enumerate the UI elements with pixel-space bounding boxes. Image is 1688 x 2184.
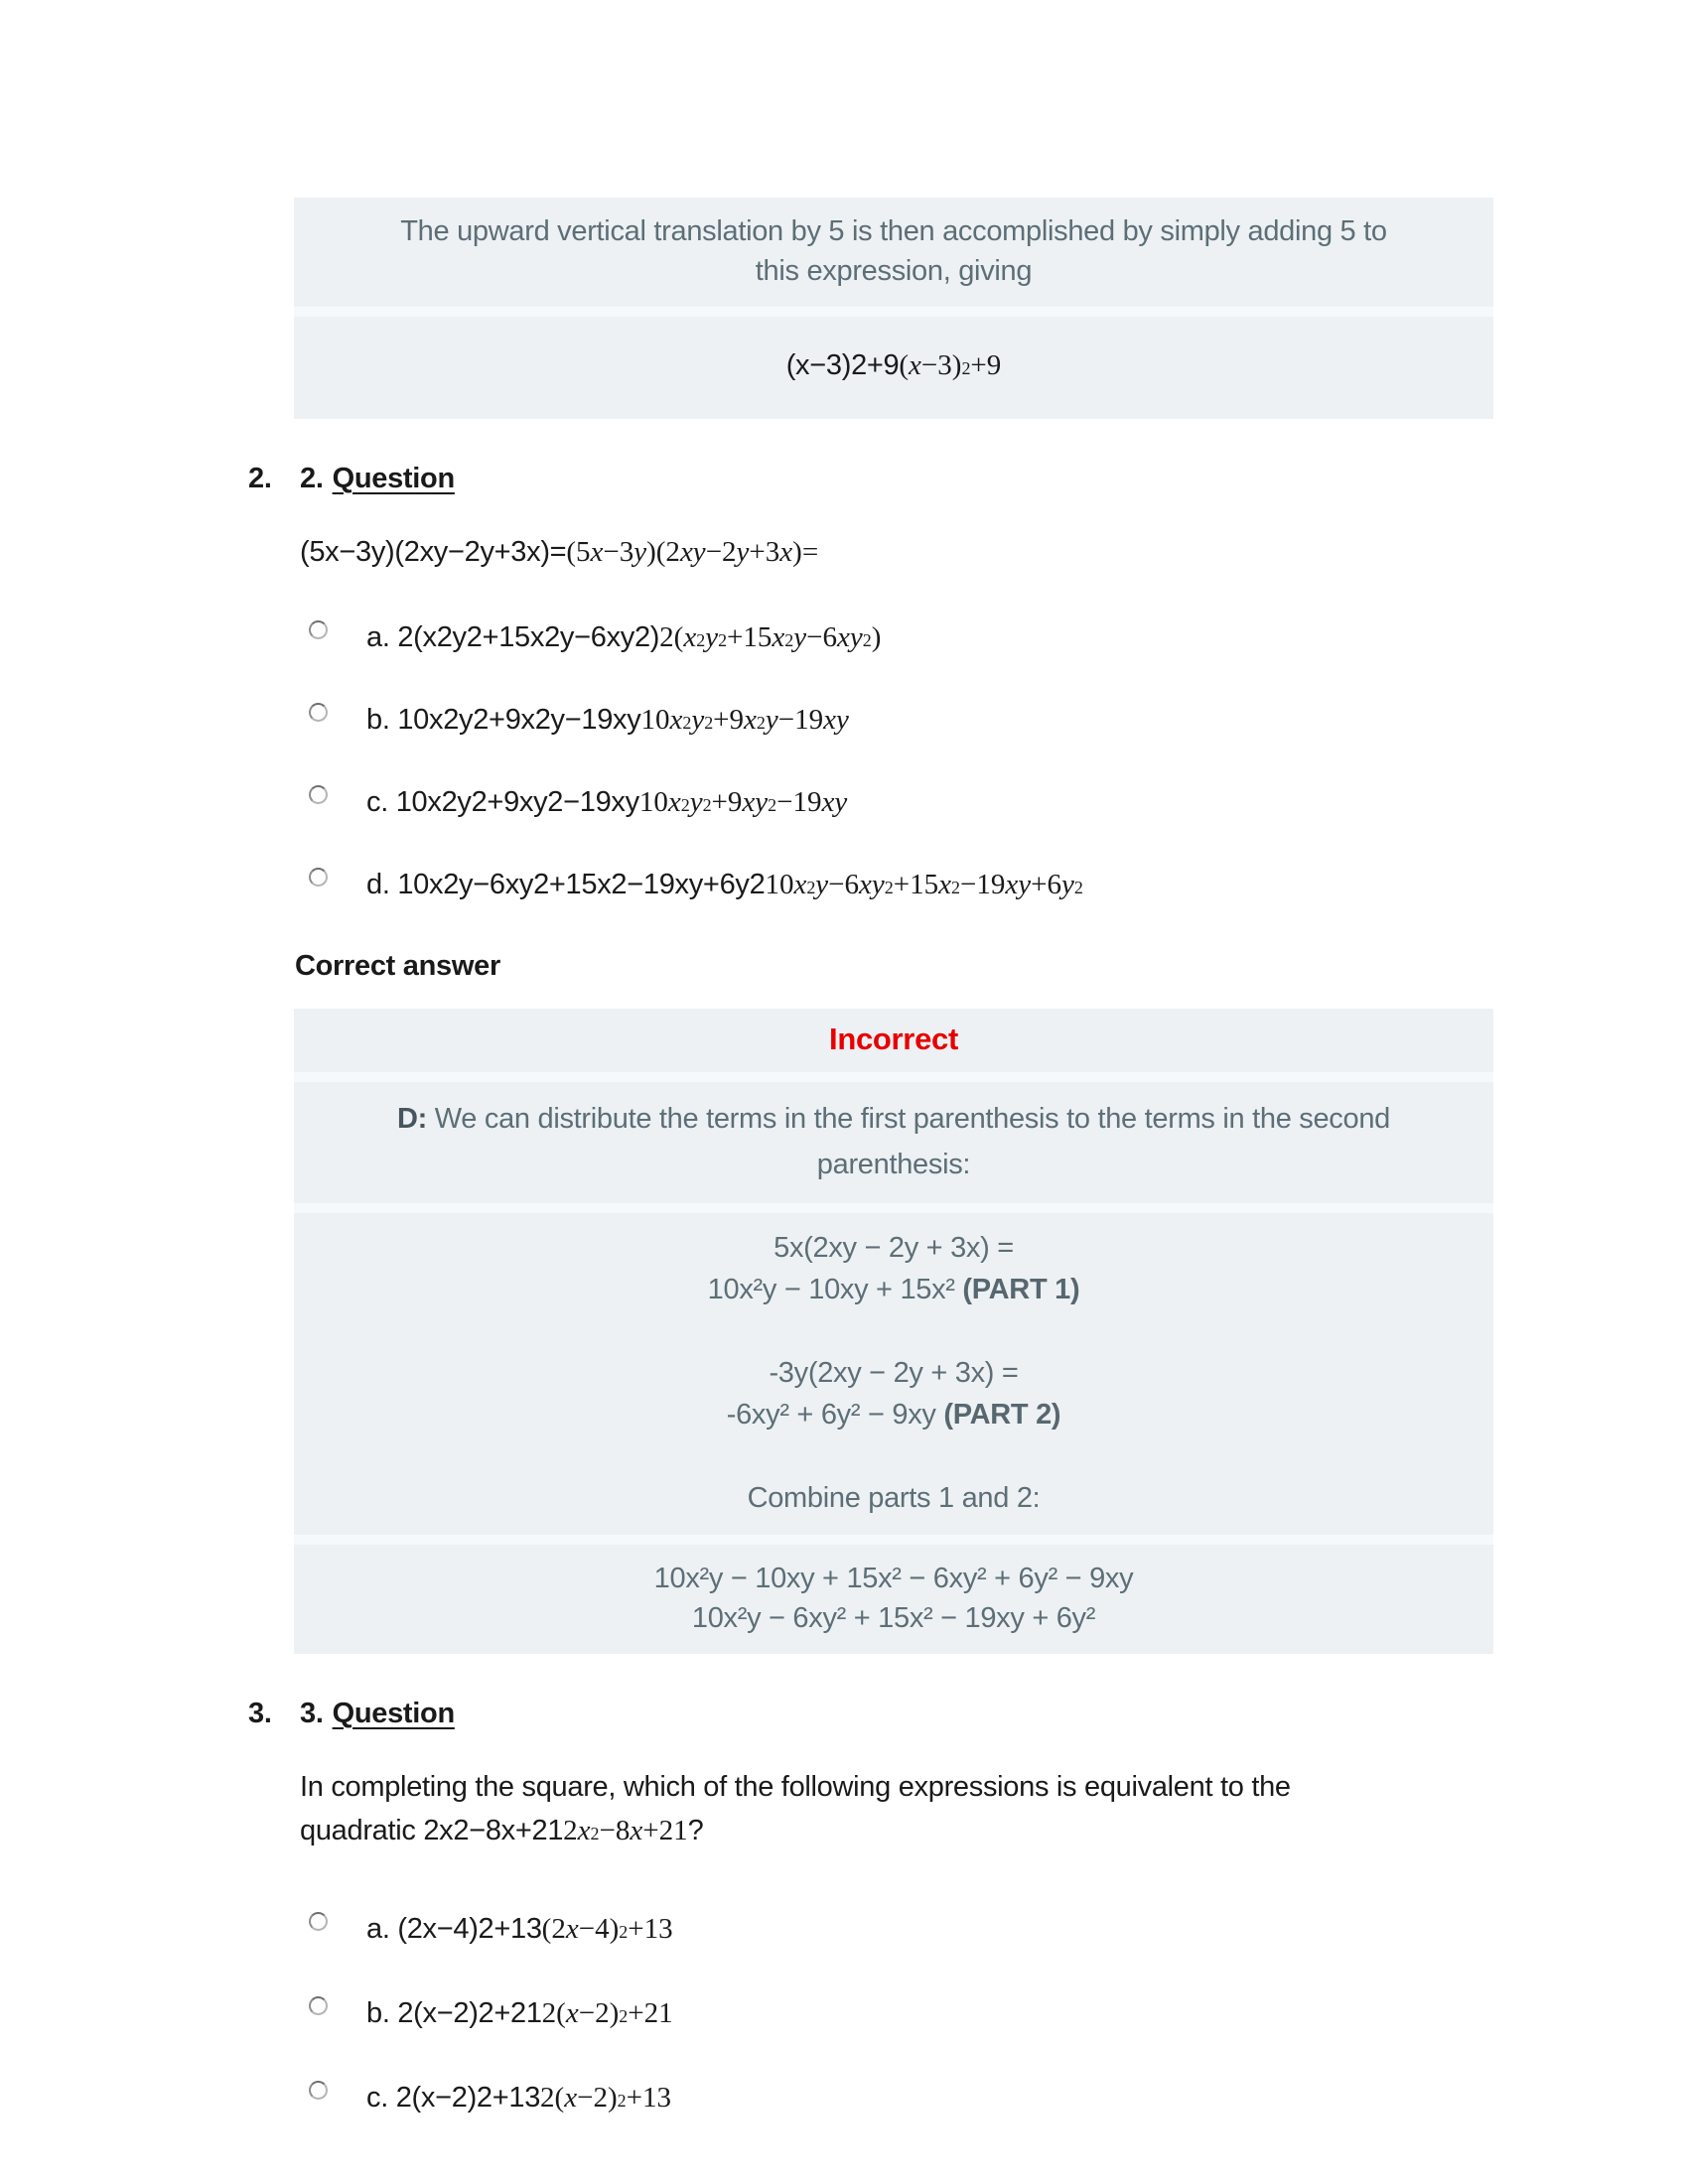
option-row-b[interactable] (248, 702, 1499, 741)
question-number: 3. (300, 1698, 324, 1729)
question-3-text (248, 1765, 1472, 1855)
radio-option-a[interactable] (309, 620, 328, 639)
work-combine (324, 1477, 1464, 1519)
option-row-d[interactable] (248, 867, 1499, 905)
question-3-heading (248, 1696, 1499, 1731)
feedback-explanation (294, 1082, 1493, 1203)
option-a-label[interactable]: a. (2x−4)2+13(2x−4)2+13 (366, 1913, 673, 1945)
option-row-b[interactable] (248, 1995, 1499, 2034)
explanation-box-q1 (294, 198, 1493, 419)
correct-answer-label: Correct answer (295, 950, 500, 982)
question-2-equation: (5x−3y)(2xy−2y+3x)=(5x−3y)(2xy−2y+3x)= (300, 536, 819, 568)
explanation-line: The upward vertical translation by 5 is then accomplished by simply adding 5 to (400, 215, 1387, 247)
work-line: -6xy² + 6y² − 9xy (PART 2) (726, 1399, 1061, 1431)
question-text-line: quadratic 2x2−8x+212x2−8x+21? (300, 1815, 704, 1846)
radio-option-d[interactable] (309, 868, 328, 887)
list-number: 2. (248, 463, 272, 494)
result-line: 10x²y − 6xy² + 15x² − 19xy + 6y² (691, 1602, 1096, 1634)
question-number: 2. (300, 463, 324, 494)
work-line: -3y(2xy − 2y + 3x) = (769, 1357, 1019, 1389)
option-c-label[interactable]: c. 2(x−2)2+132(x−2)2+13 (366, 2082, 671, 2114)
work-part-1 (324, 1227, 1464, 1310)
radio-option-c[interactable] (309, 785, 328, 804)
option-row-a[interactable] (248, 619, 1499, 658)
radio-option-b[interactable] (309, 1996, 328, 2015)
option-row-a[interactable] (248, 1911, 1499, 1950)
explanation-line: this expression, giving (755, 255, 1033, 287)
radio-option-b[interactable] (309, 703, 328, 722)
explanation-math-block (294, 317, 1493, 419)
option-b-label[interactable]: b. 10x2y2+9x2y−19xy10x2y2+9x2y−19xy (366, 704, 849, 736)
work-part-2 (324, 1352, 1464, 1435)
question-2-heading (248, 461, 1499, 496)
option-b-label[interactable]: b. 2(x−2)2+212(x−2)2+21 (366, 1997, 673, 2029)
result-line: 10x²y − 10xy + 15x² − 6xy² + 6y² − 9xy (653, 1563, 1134, 1594)
list-number: 3. (248, 1698, 272, 1729)
option-c-label[interactable]: c. 10x2y2+9xy2−19xy10x2y2+9xy2−19xy (366, 786, 848, 818)
question-title: Question (332, 463, 455, 494)
explanation-line: D: We can distribute the terms in the first parenthesis to the terms in the second (396, 1103, 1390, 1135)
question-title: Question (332, 1698, 455, 1729)
question-2-options (248, 619, 1499, 905)
option-row-c[interactable] (248, 784, 1499, 823)
option-a-label[interactable]: a. 2(x2y2+15x2y−6xy2)2(x2y2+15x2y−6xy2) (366, 621, 882, 653)
option-d-label[interactable]: d. 10x2y−6xy2+15x2−19xy+6y210x2y−6xy2+15x2−19xy+6y2 (366, 869, 1083, 900)
question-3-options (248, 1911, 1499, 2118)
quiz-page (248, 0, 1499, 2118)
feedback-box-q2 (294, 1009, 1493, 1654)
radio-option-a[interactable] (309, 1912, 328, 1931)
question-text-line: In completing the square, which of the following expressions is equivalent to the (300, 1771, 1291, 1803)
feedback-result (294, 1545, 1493, 1654)
radio-option-c[interactable] (309, 2081, 328, 2100)
feedback-status: Incorrect (294, 1009, 1493, 1072)
work-line: Combine parts 1 and 2: (747, 1482, 1041, 1514)
option-row-c[interactable] (248, 2080, 1499, 2118)
explanation-text-block (294, 198, 1493, 307)
math-expression: (x−3)2+9(x−3)2+9 (785, 349, 1002, 381)
work-line: 5x(2xy − 2y + 3x) = (774, 1232, 1014, 1264)
work-line: 10x²y − 10xy + 15x² (PART 1) (707, 1274, 1080, 1305)
feedback-work (294, 1213, 1493, 1535)
explanation-line: parenthesis: (816, 1149, 971, 1180)
